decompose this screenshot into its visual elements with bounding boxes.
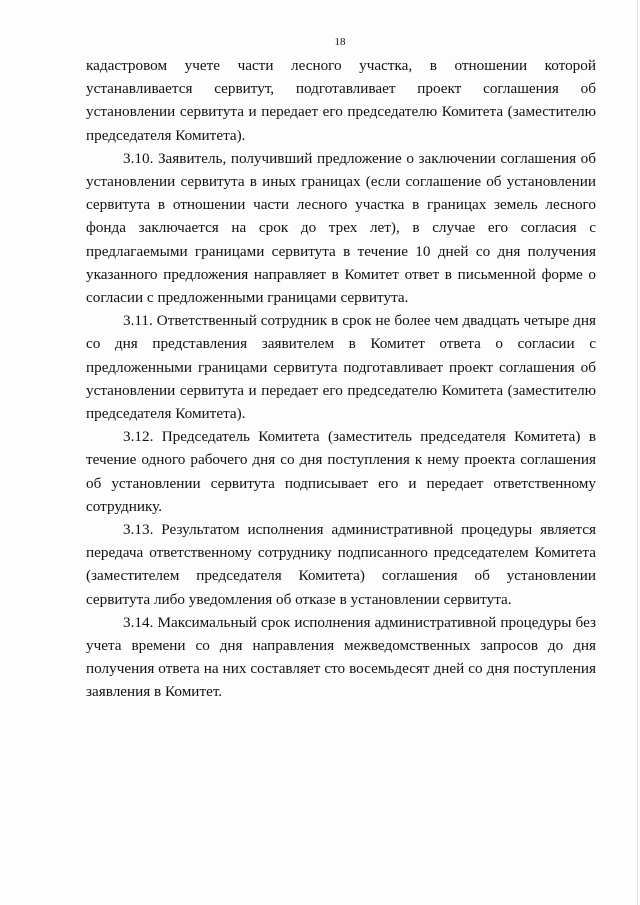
document-body — [86, 54, 596, 704]
paragraph-3-12: 3.12. Председатель Комитета (заместитель председателя Комитета) в течение одного рабочего дня со дня поступления к нему проекта соглашения об установлении сервитута подписывает его и передает ответственному сотруднику. — [86, 428, 596, 515]
paragraph-continuation: кадастровом учете части лесного участка, в отношении которой устанавливается сервитут, подготавливает проект соглашения об установлении сервитута и передает его председателю Комитета (заместителю председателя Комитета). — [86, 57, 596, 144]
paragraph-3-11: 3.11. Ответственный сотрудник в срок не более чем двадцать четыре дня со дня представления заявителем в Комитет ответа о согласии с предложенными границами сервитута подготавливает проект соглашения об установлении сервитута и передает его председателю Комитета (заместителю председателя Комитета). — [86, 312, 596, 423]
page-number: 18 — [334, 36, 346, 48]
paragraph-3-14: 3.14. Максимальный срок исполнения административной процедуры без учета времени со дня направления межведомственных запросов до дня получения ответа на них составляет сто восемьдесят дней со дня поступления заявления в Комитет. — [86, 613, 596, 701]
paragraph-3-13: 3.13. Результатом исполнения административной процедуры является передача ответственному сотруднику подписанного председателем Комитета (заместителем председателя Комитета) соглашения об установлении сервитута либо уведомления об отказе в установлении сервитута. — [86, 521, 596, 608]
paragraph-3-10: 3.10. Заявитель, получивший предложение о заключении соглашения об установлении сервитута в иных границах (если соглашение об установлении сервитута в отношении части лесного участка в границах земель лесного фонда заключается на срок до трех лет), в случае его согласия с предлагаемыми границами сервитута в течение 10 дней со дня получения указанного предложения направляет в Комитет ответ в письменной форме о согласии с предложенными границами сервитута. — [86, 149, 596, 307]
page-edge — [637, 0, 638, 905]
